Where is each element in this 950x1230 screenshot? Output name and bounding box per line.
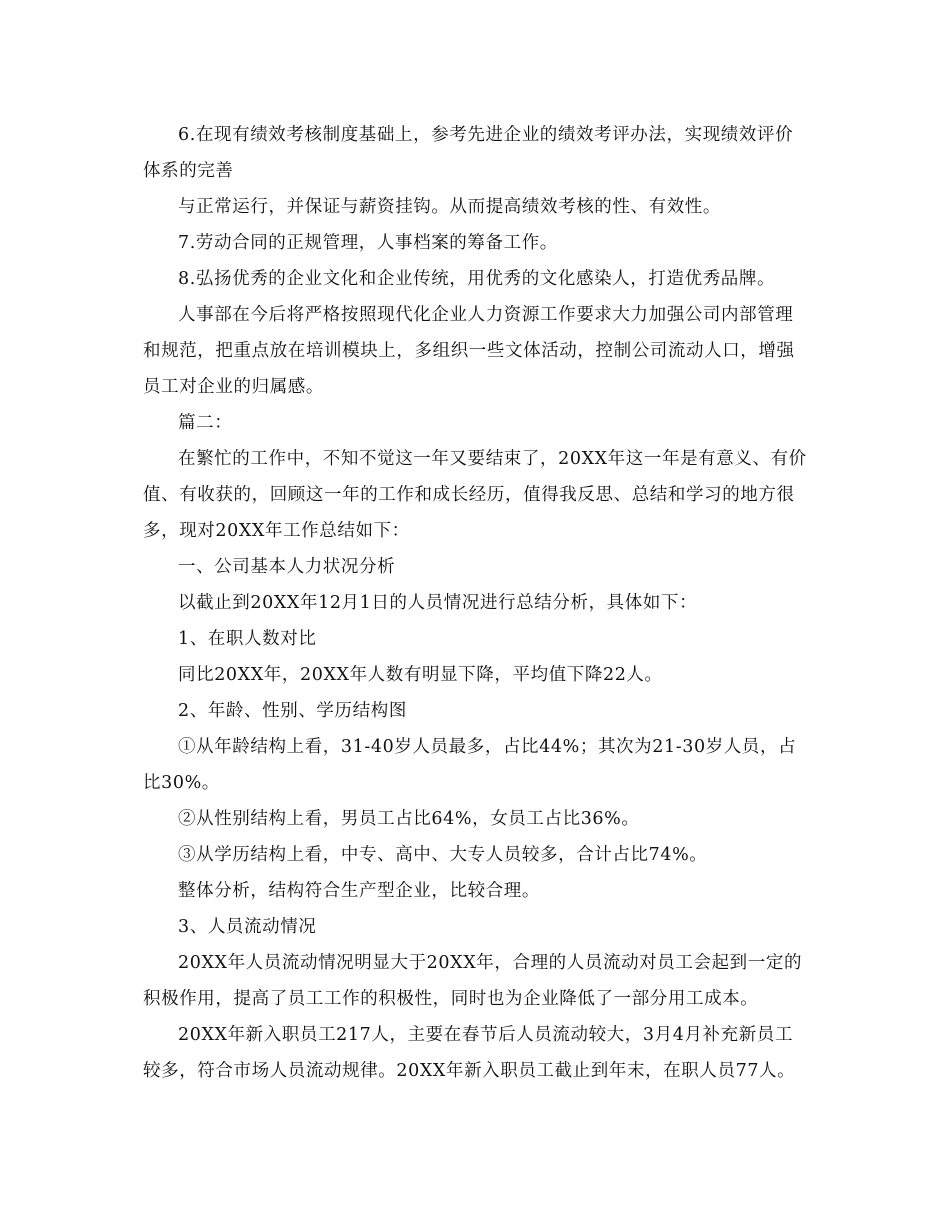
- paragraph: 7.劳动合同的正规管理，人事档案的筹备工作。: [178, 233, 558, 253]
- paragraph: 以截止到20XX年12月1日的人员情况进行总结分析，具体如下：: [178, 593, 698, 613]
- paragraph: 20XX年人员流动情况明显大于20XX年，合理的人员流动对员工会起到一定的积极作用，提高了员工工作的积极性，同时也为企业降低了一部分用工成本。: [143, 953, 803, 1009]
- paragraph: ①从年龄结构上看，31-40岁人员最多，占比44%；其次为21-30岁人员，占比30%。: [143, 737, 797, 793]
- paragraph: 8.弘扬优秀的企业文化和企业传统，用优秀的文化感染人，打造优秀品牌。: [178, 269, 776, 289]
- paragraph: 20XX年新入职员工217人，主要在春节后人员流动较大，3月4月补充新员工较多，符合市场人员流动规律。20XX年新入职员工截止到年末，在职人员77人。: [143, 1025, 796, 1081]
- subsection-heading: 1、在职人数对比: [178, 629, 317, 649]
- paragraph: 在繁忙的工作中，不知不觉这一年又要结束了，20XX年这一年是有意义、有价值、有收获的，回顾这一年的工作和成长经历，值得我反思、总结和学习的地方很多，现对20XX年工作总结如下：: [143, 449, 807, 541]
- paragraph: 同比20XX年，20XX年人数有明显下降，平均值下降22人。: [178, 665, 663, 685]
- paragraph: 人事部在今后将严格按照现代化企业人力资源工作要求大力加强公司内部管理和规范，把重点放在培训模块上，多组织一些文体活动，控制公司流动人口，增强员工对企业的归属感。: [143, 305, 795, 397]
- paragraph: 与正常运行，并保证与薪资挂钩。从而提高绩效考核的性、有效性。: [178, 197, 721, 217]
- subsection-heading: 3、人员流动情况: [178, 917, 317, 937]
- paragraph: 6.在现有绩效考核制度基础上，参考先进企业的绩效考评办法，实现绩效评价体系的完善: [143, 125, 794, 181]
- section-heading: 篇二：: [178, 413, 233, 433]
- document-body: [143, 117, 811, 1089]
- subsection-heading: 2、年龄、性别、学历结构图: [178, 701, 407, 721]
- paragraph: ③从学历结构上看，中专、高中、大专人员较多，合计占比74%。: [178, 845, 708, 865]
- paragraph: ②从性别结构上看，男员工占比64%，女员工占比36%。: [178, 809, 640, 829]
- section-heading: 一、公司基本人力状况分析: [178, 557, 396, 577]
- paragraph: 整体分析，结构符合生产型企业，比较合理。: [178, 881, 540, 901]
